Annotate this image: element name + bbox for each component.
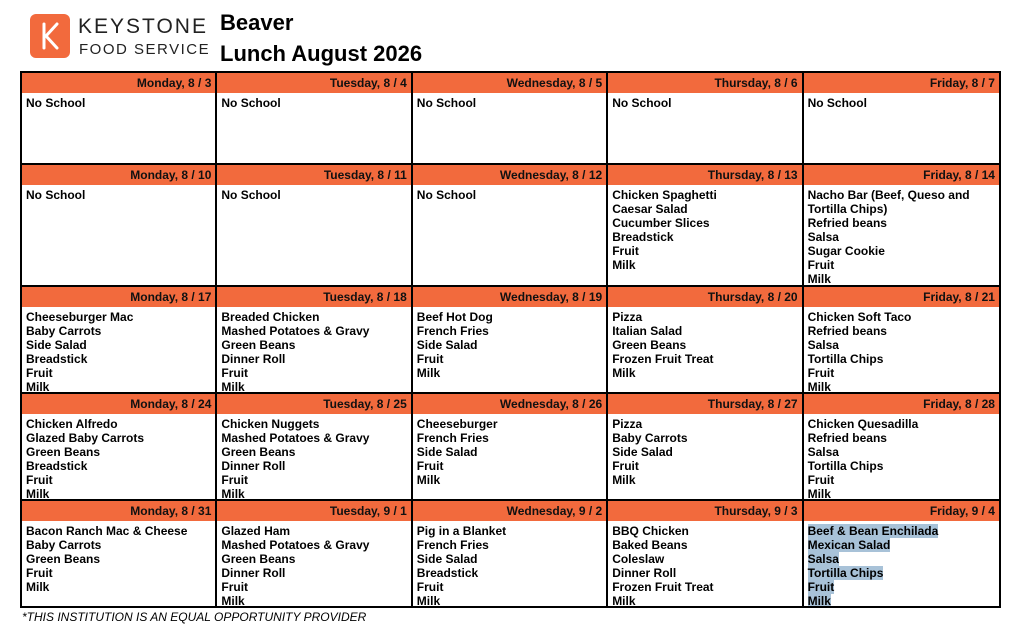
day-cell — [413, 165, 608, 287]
menu-item — [26, 566, 215, 580]
menu-item — [808, 473, 999, 487]
day-header: Wednesday, 9 / 2 — [413, 501, 606, 521]
menu-item — [221, 96, 410, 110]
menu-item-text: Chicken Nuggets — [221, 417, 320, 431]
menu-item — [417, 459, 606, 473]
menu-item-text: Fruit — [221, 366, 249, 380]
menu-item — [26, 188, 215, 202]
menu-item-text: No School — [26, 96, 86, 110]
menu-item-text: Fruit — [416, 459, 444, 473]
menu-item — [612, 473, 801, 487]
menu-item-text: Chicken Quesadilla — [807, 417, 919, 431]
menu-item — [26, 473, 215, 487]
day-header: Wednesday, 8 / 5 — [413, 73, 606, 93]
day-cell — [22, 73, 217, 165]
day-header: Wednesday, 8 / 26 — [413, 394, 606, 414]
menu-item-text: Coleslaw — [612, 552, 665, 566]
menu-item — [808, 459, 999, 473]
menu-item-list — [217, 414, 410, 501]
footer-disclaimer: *THIS INSTITUTION IS AN EQUAL OPPORTUNITY PROVIDER — [22, 610, 367, 624]
menu-item — [417, 352, 606, 366]
menu-item-text: Milk — [612, 366, 636, 380]
menu-item — [221, 580, 410, 594]
menu-item — [417, 417, 606, 431]
menu-item-text: Pizza — [612, 417, 643, 431]
day-cell — [413, 501, 608, 606]
day-header: Monday, 8 / 31 — [22, 501, 215, 521]
menu-item-text: Tortilla Chips) — [807, 202, 888, 216]
day-header: Tuesday, 8 / 18 — [217, 287, 410, 307]
menu-item — [612, 431, 801, 445]
menu-item-list — [804, 93, 999, 110]
day-cell — [217, 394, 412, 501]
menu-item — [808, 272, 999, 286]
menu-item-text: Green Beans — [221, 552, 296, 566]
menu-item-list — [217, 185, 410, 202]
menu-item — [808, 202, 999, 216]
menu-item — [221, 310, 410, 324]
menu-item-text: Milk — [26, 380, 50, 394]
menu-item-text: Mashed Potatoes & Gravy — [221, 324, 370, 338]
menu-item-text: Side Salad — [416, 445, 478, 459]
day-header: Thursday, 8 / 27 — [608, 394, 801, 414]
brand-logo — [30, 14, 220, 64]
menu-item — [221, 487, 410, 501]
menu-item-text: Fruit — [807, 473, 835, 487]
menu-item-text: Milk — [416, 473, 441, 487]
menu-item-text: Milk — [612, 594, 636, 606]
menu-item-text: Pig in a Blanket — [416, 524, 507, 538]
menu-item-text: No School — [807, 96, 867, 110]
day-header: Wednesday, 8 / 19 — [413, 287, 606, 307]
menu-item-text: Fruit — [416, 580, 444, 594]
menu-item-text: Fruit — [26, 566, 53, 580]
menu-item-text: Fruit — [612, 459, 639, 473]
menu-item-list — [22, 521, 215, 594]
day-cell — [217, 287, 412, 394]
menu-item-text: No School — [416, 96, 477, 110]
menu-item-text: Cheeseburger — [416, 417, 498, 431]
menu-item — [808, 188, 999, 202]
menu-item — [221, 445, 410, 459]
menu-item — [612, 324, 801, 338]
day-cell — [413, 287, 608, 394]
menu-item — [612, 552, 801, 566]
menu-item — [417, 473, 606, 487]
day-cell — [413, 73, 608, 165]
menu-item — [612, 216, 801, 230]
menu-item-text: French Fries — [416, 431, 489, 445]
menu-item-list — [608, 414, 801, 487]
menu-item-text: Beef & Bean Enchilada — [807, 524, 939, 538]
menu-item-text: Frozen Fruit Treat — [612, 352, 714, 366]
menu-item — [221, 324, 410, 338]
menu-item-text: Italian Salad — [612, 324, 683, 338]
menu-item — [221, 366, 410, 380]
menu-item — [417, 188, 606, 202]
menu-item-list — [217, 307, 410, 394]
menu-item — [612, 417, 801, 431]
menu-item — [612, 202, 801, 216]
menu-item-text: Dinner Roll — [221, 566, 286, 580]
menu-item-text: Bacon Ranch Mac & Cheese — [26, 524, 188, 538]
menu-item-text: Breadstick — [26, 459, 88, 473]
menu-item — [221, 538, 410, 552]
menu-item — [26, 366, 215, 380]
menu-item — [808, 487, 999, 501]
menu-item — [221, 352, 410, 366]
menu-item-text: Fruit — [221, 473, 249, 487]
menu-item-text: Milk — [26, 487, 50, 501]
menu-item — [808, 324, 999, 338]
menu-item-text: Green Beans — [221, 445, 296, 459]
menu-item — [26, 538, 215, 552]
menu-item-text: Green Beans — [221, 338, 296, 352]
menu-item-list — [217, 521, 410, 606]
menu-item-text: Cucumber Slices — [612, 216, 710, 230]
day-header: Friday, 9 / 4 — [804, 501, 999, 521]
menu-item — [221, 552, 410, 566]
menu-item — [417, 310, 606, 324]
menu-item-text: Salsa — [807, 445, 839, 459]
day-cell — [804, 394, 999, 501]
menu-item-text: Mashed Potatoes & Gravy — [221, 431, 370, 445]
menu-item — [808, 310, 999, 324]
menu-item — [417, 445, 606, 459]
day-cell — [22, 394, 217, 501]
menu-item — [808, 594, 999, 606]
menu-item-text: Salsa — [807, 552, 839, 566]
menu-item-text: Dinner Roll — [221, 459, 286, 473]
menu-item-list — [608, 93, 801, 110]
menu-item — [808, 380, 999, 394]
menu-item — [808, 580, 999, 594]
menu-item-text: Fruit — [221, 580, 249, 594]
day-cell — [22, 165, 217, 287]
menu-item-list — [22, 93, 215, 110]
menu-item-text: Milk — [26, 580, 50, 594]
menu-item-list — [608, 521, 801, 606]
menu-item-text: No School — [221, 188, 281, 202]
menu-item — [808, 417, 999, 431]
menu-item-text: Side Salad — [612, 445, 673, 459]
menu-item — [26, 445, 215, 459]
menu-item-text: No School — [612, 96, 672, 110]
menu-item — [26, 459, 215, 473]
menu-item-text: Dinner Roll — [612, 566, 677, 580]
menu-item — [612, 566, 801, 580]
menu-item-list — [804, 185, 999, 286]
menu-item-text: Salsa — [807, 338, 839, 352]
menu-item — [221, 473, 410, 487]
menu-item-text: Refried beans — [807, 216, 887, 230]
menu-item-text: Green Beans — [612, 338, 687, 352]
menu-item-text: Baby Carrots — [612, 431, 688, 445]
keystone-k-logo-icon — [30, 14, 70, 58]
menu-item — [808, 524, 999, 538]
menu-item — [221, 524, 410, 538]
menu-item — [612, 459, 801, 473]
menu-item-list — [804, 307, 999, 394]
menu-item — [26, 96, 215, 110]
menu-item-text: Green Beans — [26, 552, 101, 566]
menu-item — [808, 366, 999, 380]
menu-item — [26, 380, 215, 394]
menu-item-text: Cheeseburger Mac — [26, 310, 134, 324]
menu-item-text: Frozen Fruit Treat — [612, 580, 714, 594]
menu-item — [808, 216, 999, 230]
menu-item-text: Green Beans — [26, 445, 101, 459]
menu-item-text: Milk — [612, 258, 636, 272]
menu-item-text: Breadstick — [612, 230, 674, 244]
menu-item — [417, 566, 606, 580]
menu-item-text: Milk — [221, 487, 245, 501]
menu-item — [417, 431, 606, 445]
day-cell — [217, 165, 412, 287]
menu-item-list — [413, 93, 606, 110]
menu-item-text: Side Salad — [26, 338, 87, 352]
menu-item — [808, 352, 999, 366]
day-header: Monday, 8 / 10 — [22, 165, 215, 185]
menu-item — [612, 366, 801, 380]
menu-item — [221, 417, 410, 431]
menu-item-text: Milk — [416, 594, 441, 606]
menu-item-text: Glazed Baby Carrots — [26, 431, 145, 445]
menu-item — [26, 580, 215, 594]
menu-item — [612, 188, 801, 202]
day-header: Thursday, 9 / 3 — [608, 501, 801, 521]
menu-item-list — [413, 414, 606, 487]
menu-item — [808, 538, 999, 552]
menu-item-list — [413, 185, 606, 202]
menu-item — [221, 594, 410, 606]
menu-item — [417, 580, 606, 594]
menu-item — [612, 230, 801, 244]
menu-item-text: Fruit — [807, 258, 835, 272]
menu-item — [26, 352, 215, 366]
menu-item-list — [413, 307, 606, 380]
menu-item-list — [608, 185, 801, 272]
menu-item — [26, 324, 215, 338]
menu-item — [808, 338, 999, 352]
menu-item-text: Baked Beans — [612, 538, 688, 552]
day-cell — [413, 394, 608, 501]
day-header: Monday, 8 / 24 — [22, 394, 215, 414]
day-header: Tuesday, 8 / 11 — [217, 165, 410, 185]
menu-item-text: Fruit — [807, 580, 835, 594]
menu-item-text: Milk — [612, 473, 636, 487]
menu-item-text: BBQ Chicken — [612, 524, 689, 538]
menu-item — [417, 366, 606, 380]
brand-subtitle: FOOD SERVICE — [79, 41, 211, 58]
menu-item — [417, 594, 606, 606]
menu-item — [612, 445, 801, 459]
menu-item — [612, 96, 801, 110]
menu-item-text: Breadstick — [26, 352, 88, 366]
menu-item-text: Milk — [807, 380, 831, 394]
menu-item-text: No School — [221, 96, 281, 110]
menu-item-text: Breadstick — [416, 566, 479, 580]
day-header: Friday, 8 / 7 — [804, 73, 999, 93]
menu-item-text: Tortilla Chips — [807, 352, 884, 366]
menu-item-list — [217, 93, 410, 110]
menu-item — [808, 445, 999, 459]
day-cell — [22, 501, 217, 606]
menu-item — [808, 566, 999, 580]
menu-item-text: Tortilla Chips — [807, 459, 884, 473]
menu-item-list — [22, 185, 215, 202]
day-header: Thursday, 8 / 6 — [608, 73, 801, 93]
menu-item — [417, 338, 606, 352]
menu-item — [26, 524, 215, 538]
menu-item — [808, 244, 999, 258]
menu-item-text: Milk — [807, 272, 831, 286]
menu-item-text: Fruit — [807, 366, 835, 380]
day-cell — [22, 287, 217, 394]
menu-item — [26, 431, 215, 445]
day-header: Wednesday, 8 / 12 — [413, 165, 606, 185]
menu-item — [221, 431, 410, 445]
menu-item-text: Refried beans — [807, 324, 887, 338]
day-cell — [804, 73, 999, 165]
menu-item — [808, 96, 999, 110]
menu-item-list — [804, 521, 999, 606]
menu-item — [612, 338, 801, 352]
day-header: Thursday, 8 / 13 — [608, 165, 801, 185]
day-header: Thursday, 8 / 20 — [608, 287, 801, 307]
menu-item — [417, 552, 606, 566]
menu-item-text: French Fries — [416, 538, 489, 552]
menu-item-text: Milk — [221, 380, 245, 394]
menu-item — [417, 538, 606, 552]
menu-item-text: Milk — [416, 366, 441, 380]
menu-item-text: Fruit — [612, 244, 639, 258]
menu-item-text: Milk — [221, 594, 245, 606]
menu-item — [26, 552, 215, 566]
day-cell — [804, 287, 999, 394]
day-header: Monday, 8 / 3 — [22, 73, 215, 93]
menu-item-text: No School — [26, 188, 86, 202]
menu-item — [808, 258, 999, 272]
menu-item-text: Baby Carrots — [26, 538, 102, 552]
menu-item-text: Fruit — [26, 366, 53, 380]
brand-name: KEYSTONE — [78, 15, 208, 38]
menu-item — [612, 352, 801, 366]
menu-item-text: Dinner Roll — [221, 352, 286, 366]
menu-item-list — [22, 307, 215, 394]
day-cell — [608, 73, 803, 165]
menu-item-list — [608, 307, 801, 380]
menu-item-text: Side Salad — [416, 552, 478, 566]
menu-item-text: Chicken Soft Taco — [807, 310, 912, 324]
menu-item — [612, 244, 801, 258]
menu-item-text: Mashed Potatoes & Gravy — [221, 538, 370, 552]
menu-item — [26, 487, 215, 501]
menu-item — [612, 310, 801, 324]
menu-item — [808, 431, 999, 445]
menu-item-text: Side Salad — [416, 338, 478, 352]
menu-item-list — [22, 414, 215, 501]
menu-item — [417, 324, 606, 338]
day-cell — [217, 501, 412, 606]
menu-item — [612, 594, 801, 606]
menu-item-text: Chicken Alfredo — [26, 417, 118, 431]
menu-item-text: Breaded Chicken — [221, 310, 320, 324]
menu-item — [417, 524, 606, 538]
menu-item — [612, 258, 801, 272]
menu-item — [26, 310, 215, 324]
menu-item — [808, 552, 999, 566]
menu-item-text: Mexican Salad — [807, 538, 891, 552]
menu-item-text: Nacho Bar (Beef, Queso and — [807, 188, 970, 202]
menu-item-list — [413, 521, 606, 606]
lunch-calendar — [20, 71, 1001, 608]
menu-item-text: Fruit — [26, 473, 53, 487]
day-cell — [217, 73, 412, 165]
menu-item — [417, 96, 606, 110]
day-cell — [804, 501, 999, 606]
menu-item — [26, 417, 215, 431]
day-header: Tuesday, 8 / 25 — [217, 394, 410, 414]
menu-item-text: Glazed Ham — [221, 524, 291, 538]
menu-item-text: Chicken Spaghetti — [612, 188, 717, 202]
menu-item-text: Milk — [807, 594, 831, 606]
menu-item-text: Sugar Cookie — [807, 244, 885, 258]
menu-item-text: Pizza — [612, 310, 643, 324]
menu-item-text: No School — [416, 188, 477, 202]
day-header: Monday, 8 / 17 — [22, 287, 215, 307]
menu-item-text: Caesar Salad — [612, 202, 688, 216]
menu-item — [221, 566, 410, 580]
day-cell — [804, 165, 999, 287]
menu-item — [808, 230, 999, 244]
menu-item — [26, 338, 215, 352]
menu-item-text: Salsa — [807, 230, 839, 244]
menu-item-text: Refried beans — [807, 431, 887, 445]
menu-item — [612, 538, 801, 552]
menu-item — [221, 338, 410, 352]
day-header: Friday, 8 / 28 — [804, 394, 999, 414]
day-cell — [608, 287, 803, 394]
menu-item-text: Milk — [807, 487, 831, 501]
menu-item-text: French Fries — [416, 324, 489, 338]
menu-item-text: Fruit — [416, 352, 444, 366]
menu-title: Lunch August 2026 — [220, 41, 423, 66]
menu-item — [612, 524, 801, 538]
day-cell — [608, 501, 803, 606]
day-header: Tuesday, 8 / 4 — [217, 73, 410, 93]
menu-item-list — [804, 414, 999, 501]
day-cell — [608, 165, 803, 287]
menu-item — [221, 459, 410, 473]
menu-item — [221, 380, 410, 394]
menu-item — [221, 188, 410, 202]
menu-item — [612, 580, 801, 594]
menu-item-text: Baby Carrots — [26, 324, 102, 338]
menu-item-text: Beef Hot Dog — [416, 310, 493, 324]
day-header: Tuesday, 9 / 1 — [217, 501, 410, 521]
school-name: Beaver — [220, 10, 294, 35]
menu-item-text: Tortilla Chips — [807, 566, 884, 580]
day-header: Friday, 8 / 21 — [804, 287, 999, 307]
day-cell — [608, 394, 803, 501]
day-header: Friday, 8 / 14 — [804, 165, 999, 185]
